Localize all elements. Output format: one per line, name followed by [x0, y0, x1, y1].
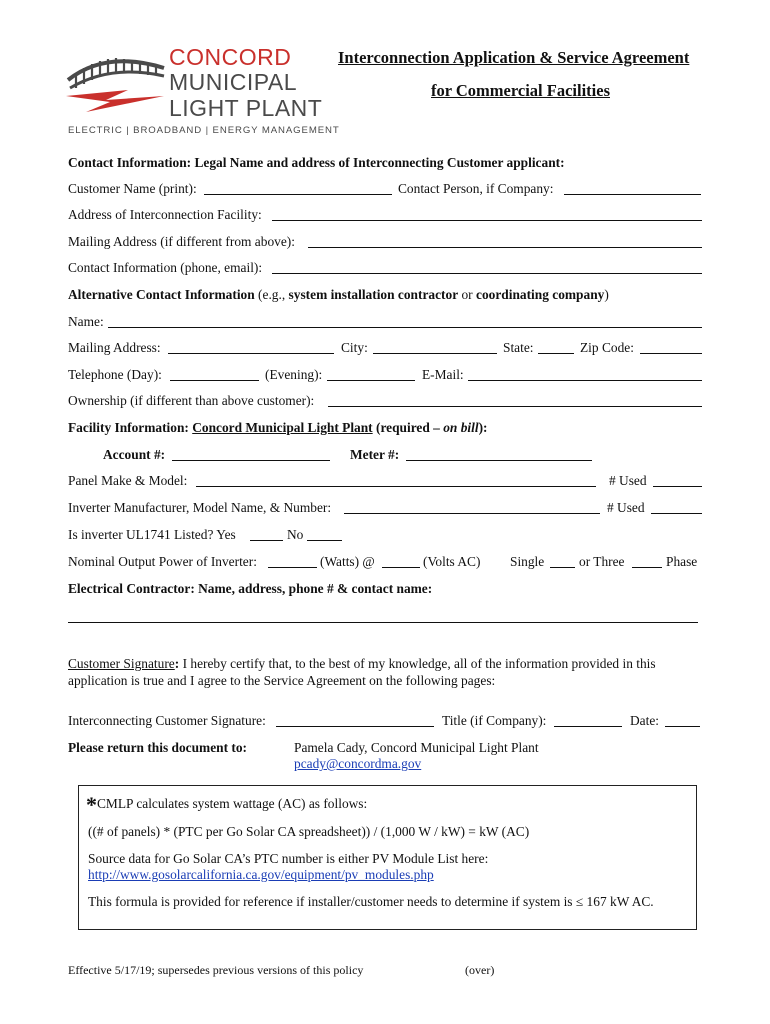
account-field[interactable]: [172, 460, 330, 461]
customer-name-label: Customer Name (print):: [68, 181, 197, 196]
ownership-field[interactable]: [328, 406, 702, 407]
facility-address-label: Address of Interconnection Facility:: [68, 207, 262, 222]
single-field[interactable]: [550, 567, 575, 568]
panel-label: Panel Make & Model:: [68, 473, 188, 488]
alt-contact-heading: Alternative Contact Information (e.g., system installation contractor or coordinating company): [68, 287, 609, 302]
contact-person-field[interactable]: [564, 194, 701, 195]
facility-address-field[interactable]: [272, 220, 702, 221]
alt-evening-label: (Evening):: [265, 367, 323, 382]
bridge-logo-icon: [66, 50, 166, 122]
logo-tagline: ELECTRIC | BROADBAND | ENERGY MANAGEMENT: [68, 125, 340, 136]
alt-email-field[interactable]: [468, 380, 702, 381]
phase-label: Phase: [666, 554, 698, 569]
footer-over: (over): [465, 963, 495, 977]
note-reference: This formula is provided for reference if installer/customer needs to determine if system is ≤ 167 kW AC.: [88, 894, 654, 909]
logo-line-1: CONCORD: [169, 44, 292, 70]
or-three-label: or Three: [579, 554, 625, 569]
logo: [66, 44, 340, 142]
return-email-link[interactable]: pcady@concordma.gov: [294, 756, 422, 771]
note-line-1: *CMLP calculates system wattage (AC) as follows:: [86, 792, 368, 817]
customer-name-field[interactable]: [204, 194, 392, 195]
meter-field[interactable]: [406, 460, 592, 461]
inverter-field[interactable]: [344, 513, 600, 514]
alt-evening-field[interactable]: [327, 380, 415, 381]
contact-info-label: Contact Information (phone, email):: [68, 260, 263, 275]
panel-used-field[interactable]: [653, 486, 702, 487]
ul-yes-field[interactable]: [250, 540, 283, 541]
alt-zip-field[interactable]: [640, 353, 702, 354]
gosolar-link[interactable]: http://www.gosolarcalifornia.ca.gov/equipment/pv_modules.php: [88, 867, 434, 882]
return-label: Please return this document to:: [68, 740, 248, 755]
title-company-field[interactable]: [554, 726, 622, 727]
contact-info-field[interactable]: [272, 273, 702, 274]
panel-used-label: # Used: [609, 473, 647, 488]
ul-listed-label: Is inverter UL1741 Listed? Yes: [68, 527, 236, 542]
meter-label: Meter #:: [350, 447, 400, 462]
signature-statement: Customer Signature: I hereby certify that, to the best of my knowledge, all of the information provided in this: [68, 656, 656, 671]
single-label: Single: [510, 554, 545, 569]
electrical-contractor-field[interactable]: [68, 622, 698, 623]
mailing-address-label: Mailing Address (if different from above):: [68, 234, 295, 249]
ownership-label: Ownership (if different than above customer):: [68, 393, 315, 408]
alt-city-field[interactable]: [373, 353, 497, 354]
signature-statement-2: application is true and I agree to the Service Agreement on the following pages:: [68, 673, 496, 688]
volts-field[interactable]: [382, 567, 420, 568]
electrical-contractor-heading: Electrical Contractor: Name, address, phone # & contact name:: [68, 581, 433, 596]
footer-effective: Effective 5/17/19; supersedes previous versions of this policy: [68, 963, 364, 977]
alt-telephone-day-label: Telephone (Day):: [68, 367, 162, 382]
contact-heading: Contact Information: Legal Name and address of Interconnecting Customer applicant:: [68, 155, 565, 170]
asterisk-icon: *: [86, 792, 97, 817]
facility-heading: Facility Information: Concord Municipal Light Plant (required – on bill):: [68, 420, 488, 435]
note-formula: ((# of panels) * (PTC per Go Solar CA spreadsheet)) / (1,000 W / kW) = kW (AC): [88, 824, 530, 839]
logo-line-2: MUNICIPAL: [169, 69, 298, 95]
account-label: Account #:: [103, 447, 166, 462]
ul-no-field[interactable]: [307, 540, 342, 541]
mailing-address-field[interactable]: [308, 247, 702, 248]
alt-name-label: Name:: [68, 314, 104, 329]
date-field[interactable]: [665, 726, 700, 727]
alt-name-field[interactable]: [108, 327, 702, 328]
watts-field[interactable]: [268, 567, 317, 568]
three-field[interactable]: [632, 567, 662, 568]
customer-signature-field[interactable]: [276, 726, 434, 727]
alt-state-field[interactable]: [538, 353, 574, 354]
nominal-output-label: Nominal Output Power of Inverter:: [68, 554, 257, 569]
alt-email-label: E-Mail:: [422, 367, 464, 382]
document-title-line-1: Interconnection Application & Service Agreement: [338, 48, 690, 67]
date-label: Date:: [630, 713, 659, 728]
inverter-label: Inverter Manufacturer, Model Name, & Number:: [68, 500, 332, 515]
alt-city-label: City:: [341, 340, 368, 355]
alt-mailing-field[interactable]: [168, 353, 334, 354]
note-source: Source data for Go Solar CA’s PTC number is either PV Module List here:: [88, 851, 489, 866]
alt-state-label: State:: [503, 340, 534, 355]
volts-label: (Volts AC): [423, 554, 481, 569]
customer-signature-label: Interconnecting Customer Signature:: [68, 713, 266, 728]
alt-mailing-label: Mailing Address:: [68, 340, 161, 355]
return-name: Pamela Cady, Concord Municipal Light Plant: [294, 740, 539, 755]
panel-field[interactable]: [196, 486, 596, 487]
ul-no-label: No: [287, 527, 304, 542]
inverter-used-field[interactable]: [651, 513, 702, 514]
document-title-line-2: for Commercial Facilities: [431, 81, 610, 100]
watts-label: (Watts) @: [320, 554, 375, 569]
alt-telephone-day-field[interactable]: [170, 380, 259, 381]
contact-person-label: Contact Person, if Company:: [398, 181, 554, 196]
title-company-label: Title (if Company):: [442, 713, 547, 728]
alt-zip-label: Zip Code:: [580, 340, 634, 355]
logo-line-3: LIGHT PLANT: [169, 95, 323, 121]
inverter-used-label: # Used: [607, 500, 645, 515]
